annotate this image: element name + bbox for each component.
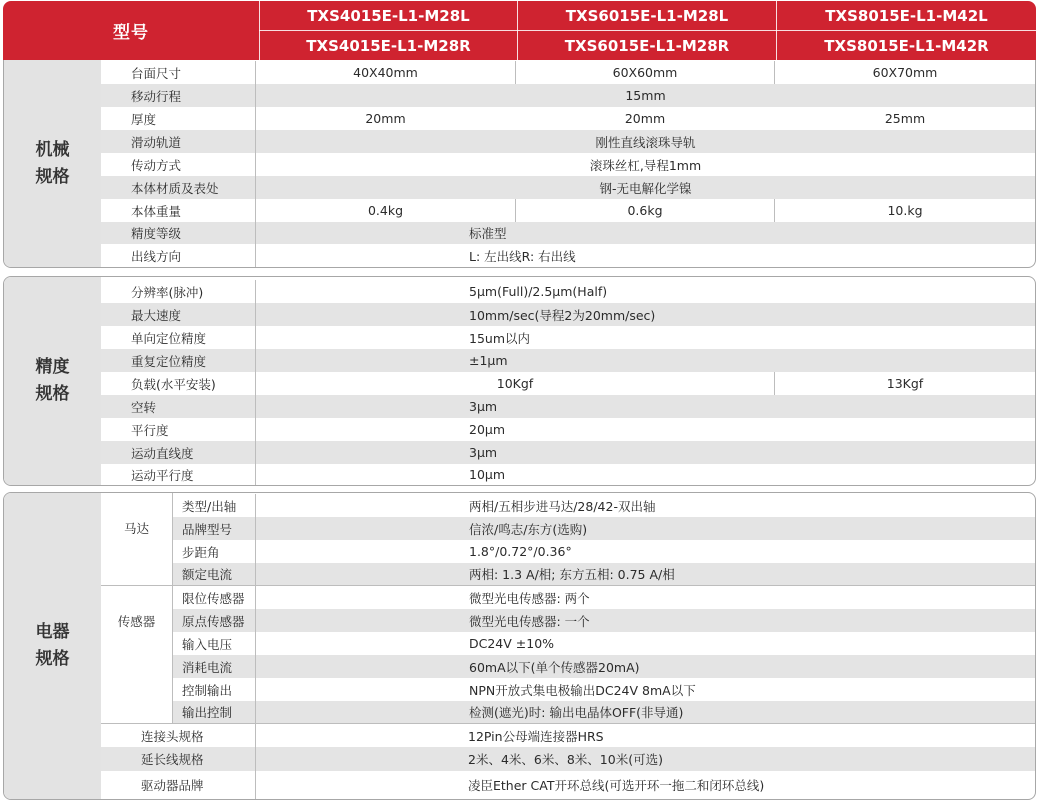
cell-value: 滚珠丝杠,导程1mm [589, 157, 702, 173]
cell-value: 微型光电传感器: 一个 [469, 613, 590, 629]
cell-value: 20μm [469, 422, 506, 437]
mechanical-spec-section [3, 60, 1036, 268]
row-label: 移动行程 [101, 84, 256, 107]
cell-value: 0.6kg [627, 203, 663, 218]
table-row [173, 632, 1035, 655]
table-row [173, 701, 1035, 723]
row-label: 控制输出 [173, 678, 256, 701]
cell-value: ±1μm [469, 353, 508, 368]
table-row [101, 84, 1035, 107]
row-label: 品牌型号 [173, 517, 256, 540]
row-label: 类型/出轴 [173, 494, 256, 517]
row-label: 出线方向 [101, 244, 256, 267]
row-label: 运动平行度 [101, 464, 256, 485]
table-row [173, 655, 1035, 678]
cell-value: 10mm/sec(导程2为20mm/sec) [469, 307, 656, 323]
table-row [101, 303, 1035, 326]
cell-value: 微型光电传感器: 两个 [469, 590, 590, 606]
table-row [101, 326, 1035, 349]
cell-value: 20mm [365, 111, 406, 126]
motor-group-label [101, 493, 173, 585]
model-name: TXS8015E-L1-M42L [825, 6, 988, 25]
row-label: 重复定位精度 [101, 349, 256, 372]
table-row [101, 372, 1035, 395]
row-label: 连接头规格 [101, 724, 256, 747]
model-name: TXS6015E-L1-M28L [565, 6, 729, 25]
cell-value: 1.8°/0.72°/0.36° [469, 544, 572, 559]
cell-value: 3μm [469, 445, 498, 460]
table-row [101, 107, 1035, 130]
table-row [101, 244, 1035, 267]
row-label: 厚度 [101, 107, 256, 130]
category-label: 机械 规格 [4, 60, 101, 267]
table-row [101, 747, 1035, 771]
cell-value: 25mm [884, 111, 926, 126]
cell-value: 3μm [469, 399, 498, 414]
table-row [101, 153, 1035, 176]
cell-value: 10μm [469, 467, 506, 482]
row-label: 步距角 [173, 540, 256, 563]
cell-value: 两相: 1.3 A/相; 东方五相: 0.75 A/相 [469, 567, 675, 582]
model-name: TXS6015E-L1-M28R [564, 36, 730, 55]
row-label: 滑动轨道 [101, 130, 256, 153]
table-row [173, 609, 1035, 632]
cell-value: 13Kgf [886, 376, 924, 391]
table-row [173, 563, 1035, 585]
cell-value: 刚性直线滚珠导轨 [595, 134, 696, 150]
model-name: TXS4015E-L1-M28L [307, 6, 470, 25]
row-label: 最大速度 [101, 303, 256, 326]
table-row [101, 771, 1035, 799]
model-label: 型号 [113, 23, 149, 43]
row-label: 额定电流 [173, 563, 256, 585]
table-row [173, 494, 1035, 517]
table-row [101, 395, 1035, 418]
electrical-spec-section [3, 492, 1036, 800]
cell-value: L: 左出线R: 右出线 [469, 248, 576, 264]
cell-value: 5μm(Full)/2.5μm(Half) [469, 284, 608, 299]
category-label: 电器 规格 [4, 493, 101, 799]
row-label: 台面尺寸 [101, 61, 256, 84]
cell-value: 60mA以下(单个传感器20mA) [469, 659, 640, 675]
cell-value: 信浓/鸣志/东方(选购) [469, 521, 588, 537]
cell-value: 40X40mm [353, 65, 418, 80]
cell-value: 60X60mm [612, 65, 678, 80]
cell-value: 2米、4米、6米、8米、10米(可选) [468, 752, 663, 767]
row-label: 负载(水平安装) [101, 372, 256, 395]
cell-value: 凌臣Ether CAT开环总线(可选开环一拖二和闭环总线) [468, 778, 765, 793]
row-label: 分辨率(脉冲) [101, 280, 256, 303]
cell-value: DC24V ±10% [469, 636, 555, 651]
row-label: 本体材质及表处 [101, 176, 256, 199]
row-label: 传动方式 [101, 153, 256, 176]
table-row [101, 130, 1035, 153]
table-row [101, 176, 1035, 199]
cell-value: 20mm [624, 111, 666, 126]
table-row [101, 61, 1035, 84]
table-row [101, 280, 1035, 303]
row-label: 本体重量 [101, 199, 256, 222]
cell-value: 标准型 [469, 226, 507, 241]
row-label: 单向定位精度 [101, 326, 256, 349]
cell-value: 两相/五相步进马达/28/42-双出轴 [469, 498, 656, 514]
cell-value: 10Kgf [496, 376, 534, 391]
cell-value: 检测(遮光)时: 输出电晶体OFF(非导通) [469, 705, 684, 720]
row-label: 限位传感器 [173, 586, 256, 609]
row-label: 消耗电流 [173, 655, 256, 678]
row-label: 延长线规格 [101, 747, 256, 771]
model-name: TXS4015E-L1-M28R [306, 36, 471, 55]
precision-spec-section [3, 276, 1036, 486]
row-label: 精度等级 [101, 222, 256, 244]
cell-value: 0.4kg [367, 203, 404, 218]
row-label: 驱动器品牌 [101, 771, 256, 799]
table-row [173, 517, 1035, 540]
cell-value: 15mm [625, 88, 666, 103]
table-row [101, 199, 1035, 222]
group-label: 传感器 [117, 614, 156, 629]
row-label: 输入电压 [173, 632, 256, 655]
row-label: 原点传感器 [173, 609, 256, 632]
category-label: 精度 规格 [4, 277, 101, 485]
table-row [101, 441, 1035, 464]
cell-value: 12Pin公母端连接器HRS [468, 728, 604, 744]
table-row [101, 222, 1035, 244]
table-row [101, 418, 1035, 441]
table-row [173, 678, 1035, 701]
cell-value: NPN开放式集电极输出DC24V 8mA以下 [469, 682, 696, 698]
cell-value: 60X70mm [872, 65, 938, 80]
group-label: 马达 [123, 521, 149, 536]
row-label: 空转 [101, 395, 256, 418]
sensor-group-label [101, 586, 173, 723]
table-row [101, 349, 1035, 372]
table-row [173, 540, 1035, 563]
cell-value: 15um以内 [469, 330, 531, 346]
row-label: 运动直线度 [101, 441, 256, 464]
cell-value: 10.kg [887, 203, 923, 218]
table-row [101, 464, 1035, 485]
row-label: 输出控制 [173, 701, 256, 723]
spec-table-header [3, 1, 1036, 60]
cell-value: 钢-无电解化学镍 [599, 180, 692, 196]
table-row [173, 586, 1035, 609]
row-label: 平行度 [101, 418, 256, 441]
table-row [101, 724, 1035, 747]
model-name: TXS8015E-L1-M42R [824, 36, 989, 55]
